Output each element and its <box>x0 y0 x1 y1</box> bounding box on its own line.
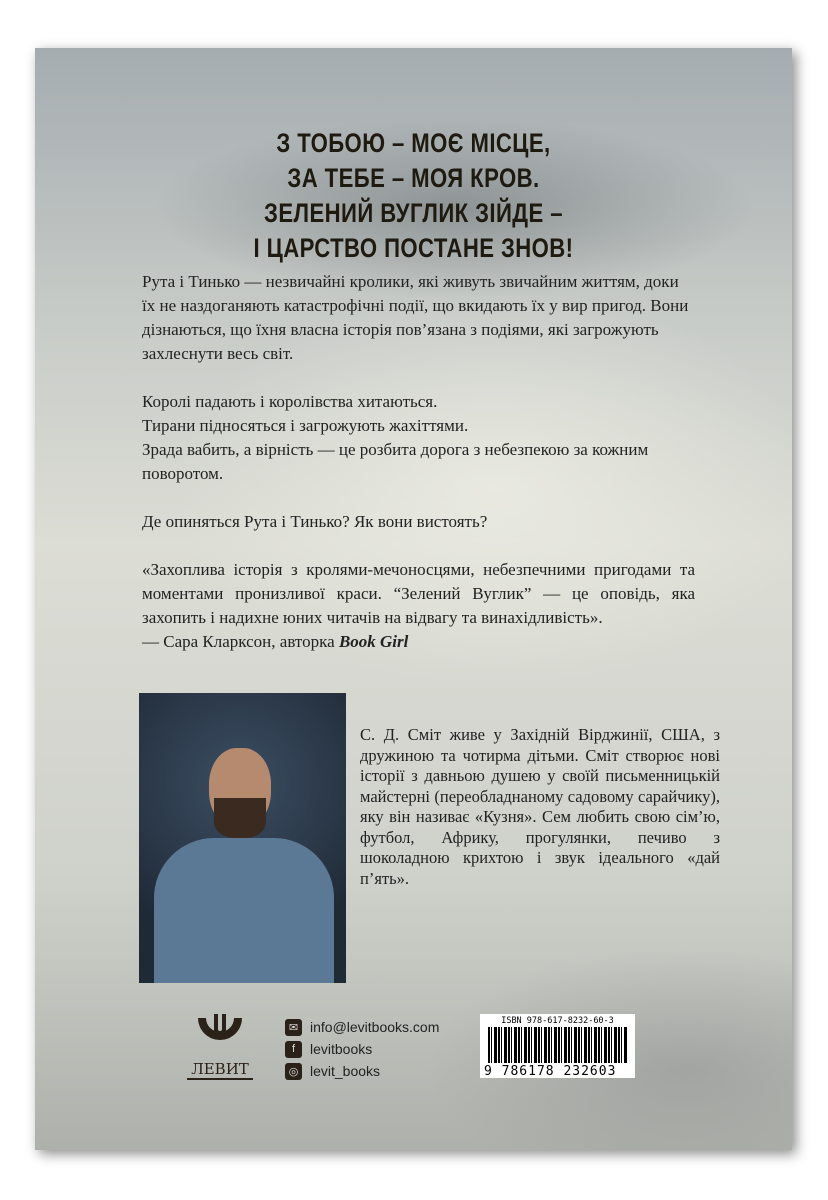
photo-body <box>154 838 334 983</box>
mail-icon: ✉ <box>285 1019 302 1036</box>
instagram-icon: ◎ <box>285 1063 302 1080</box>
book-back-cover <box>35 48 792 1150</box>
headline-line: І ЦАРСТВО ПОСТАНЕ ЗНОВ! <box>253 233 574 263</box>
facebook-link[interactable]: levitbooks <box>310 1041 373 1057</box>
isbn-barcode <box>480 1014 635 1078</box>
isbn-text: ISBN 978-617-8232-60-3 <box>501 1016 614 1026</box>
headline-line: ЗА ТЕБЕ – МОЯ КРОВ. <box>287 163 540 193</box>
synopsis-paragraph: Рута і Тинько — незвичайні кролики, які живуть звичайним життям, доки їх не наздоганяють катастрофічні події, що вкидають їх у вир пригод. Вони дізнаються, що їхня власна історія пов’язана з подіями, які загрожують захлеснути весь світ. <box>142 272 689 363</box>
headline <box>103 126 724 266</box>
review-attribution <box>142 630 695 654</box>
author-photo <box>139 693 346 983</box>
publisher-name: ЛЕВИТ <box>187 1060 253 1080</box>
photo-beard <box>214 798 266 838</box>
facebook-icon: f <box>285 1041 302 1058</box>
attribution-book: Book Girl <box>338 632 409 651</box>
review-quote: «Захоплива історія з кролями-мечоносцями, небезпечними пригодами та моментами пронизливої краси. “Зелений Вуглик” — це оповідь, яка захопить і надихне юних читачів на відвагу та винахідливість». <box>142 560 695 627</box>
levit-logo-icon <box>192 1010 248 1056</box>
barcode-bars <box>488 1027 627 1063</box>
contacts <box>285 1016 439 1082</box>
headline-line: ЗЕЛЕНИЙ ВУГЛИК ЗІЙДЕ – <box>264 198 563 228</box>
synopsis-line: Тирани підносяться і загрожують жахіттями. <box>142 416 469 435</box>
synopsis-question: Де опиняться Рута і Тинько? Як вони вистоять? <box>142 512 488 531</box>
instagram-link[interactable]: levit_books <box>310 1063 381 1079</box>
synopsis-line: Зрада вабить, а вірність — це розбита дорога з небезпекою за кожним поворотом. <box>142 440 649 483</box>
synopsis <box>142 270 695 654</box>
synopsis-line: Королі падають і королівства хитаються. <box>142 392 438 411</box>
headline-line: З ТОБОЮ – МОЄ МІСЦЕ, <box>276 128 551 158</box>
author-bio: С. Д. Сміт живе у Західній Вірджинії, США, з дружиною та чотирма дітьми. Сміт створює нові історії з давньою душею у своїй письменницькій майстерні (переобладнаному садовому сарайчику), яку він називає «Кузня». Сем любить свою сім’ю, футбол, Африку, прогулянки, печиво з шоколадною крихтою і звук ідеального «дай п’ять». <box>360 725 720 888</box>
attribution-text: — Сара Кларксон, авторка <box>142 632 339 651</box>
email-link[interactable]: info@levitbooks.com <box>310 1019 440 1035</box>
barcode-number: 9 786178 232603 <box>484 1064 617 1079</box>
publisher-logo <box>187 1010 253 1080</box>
